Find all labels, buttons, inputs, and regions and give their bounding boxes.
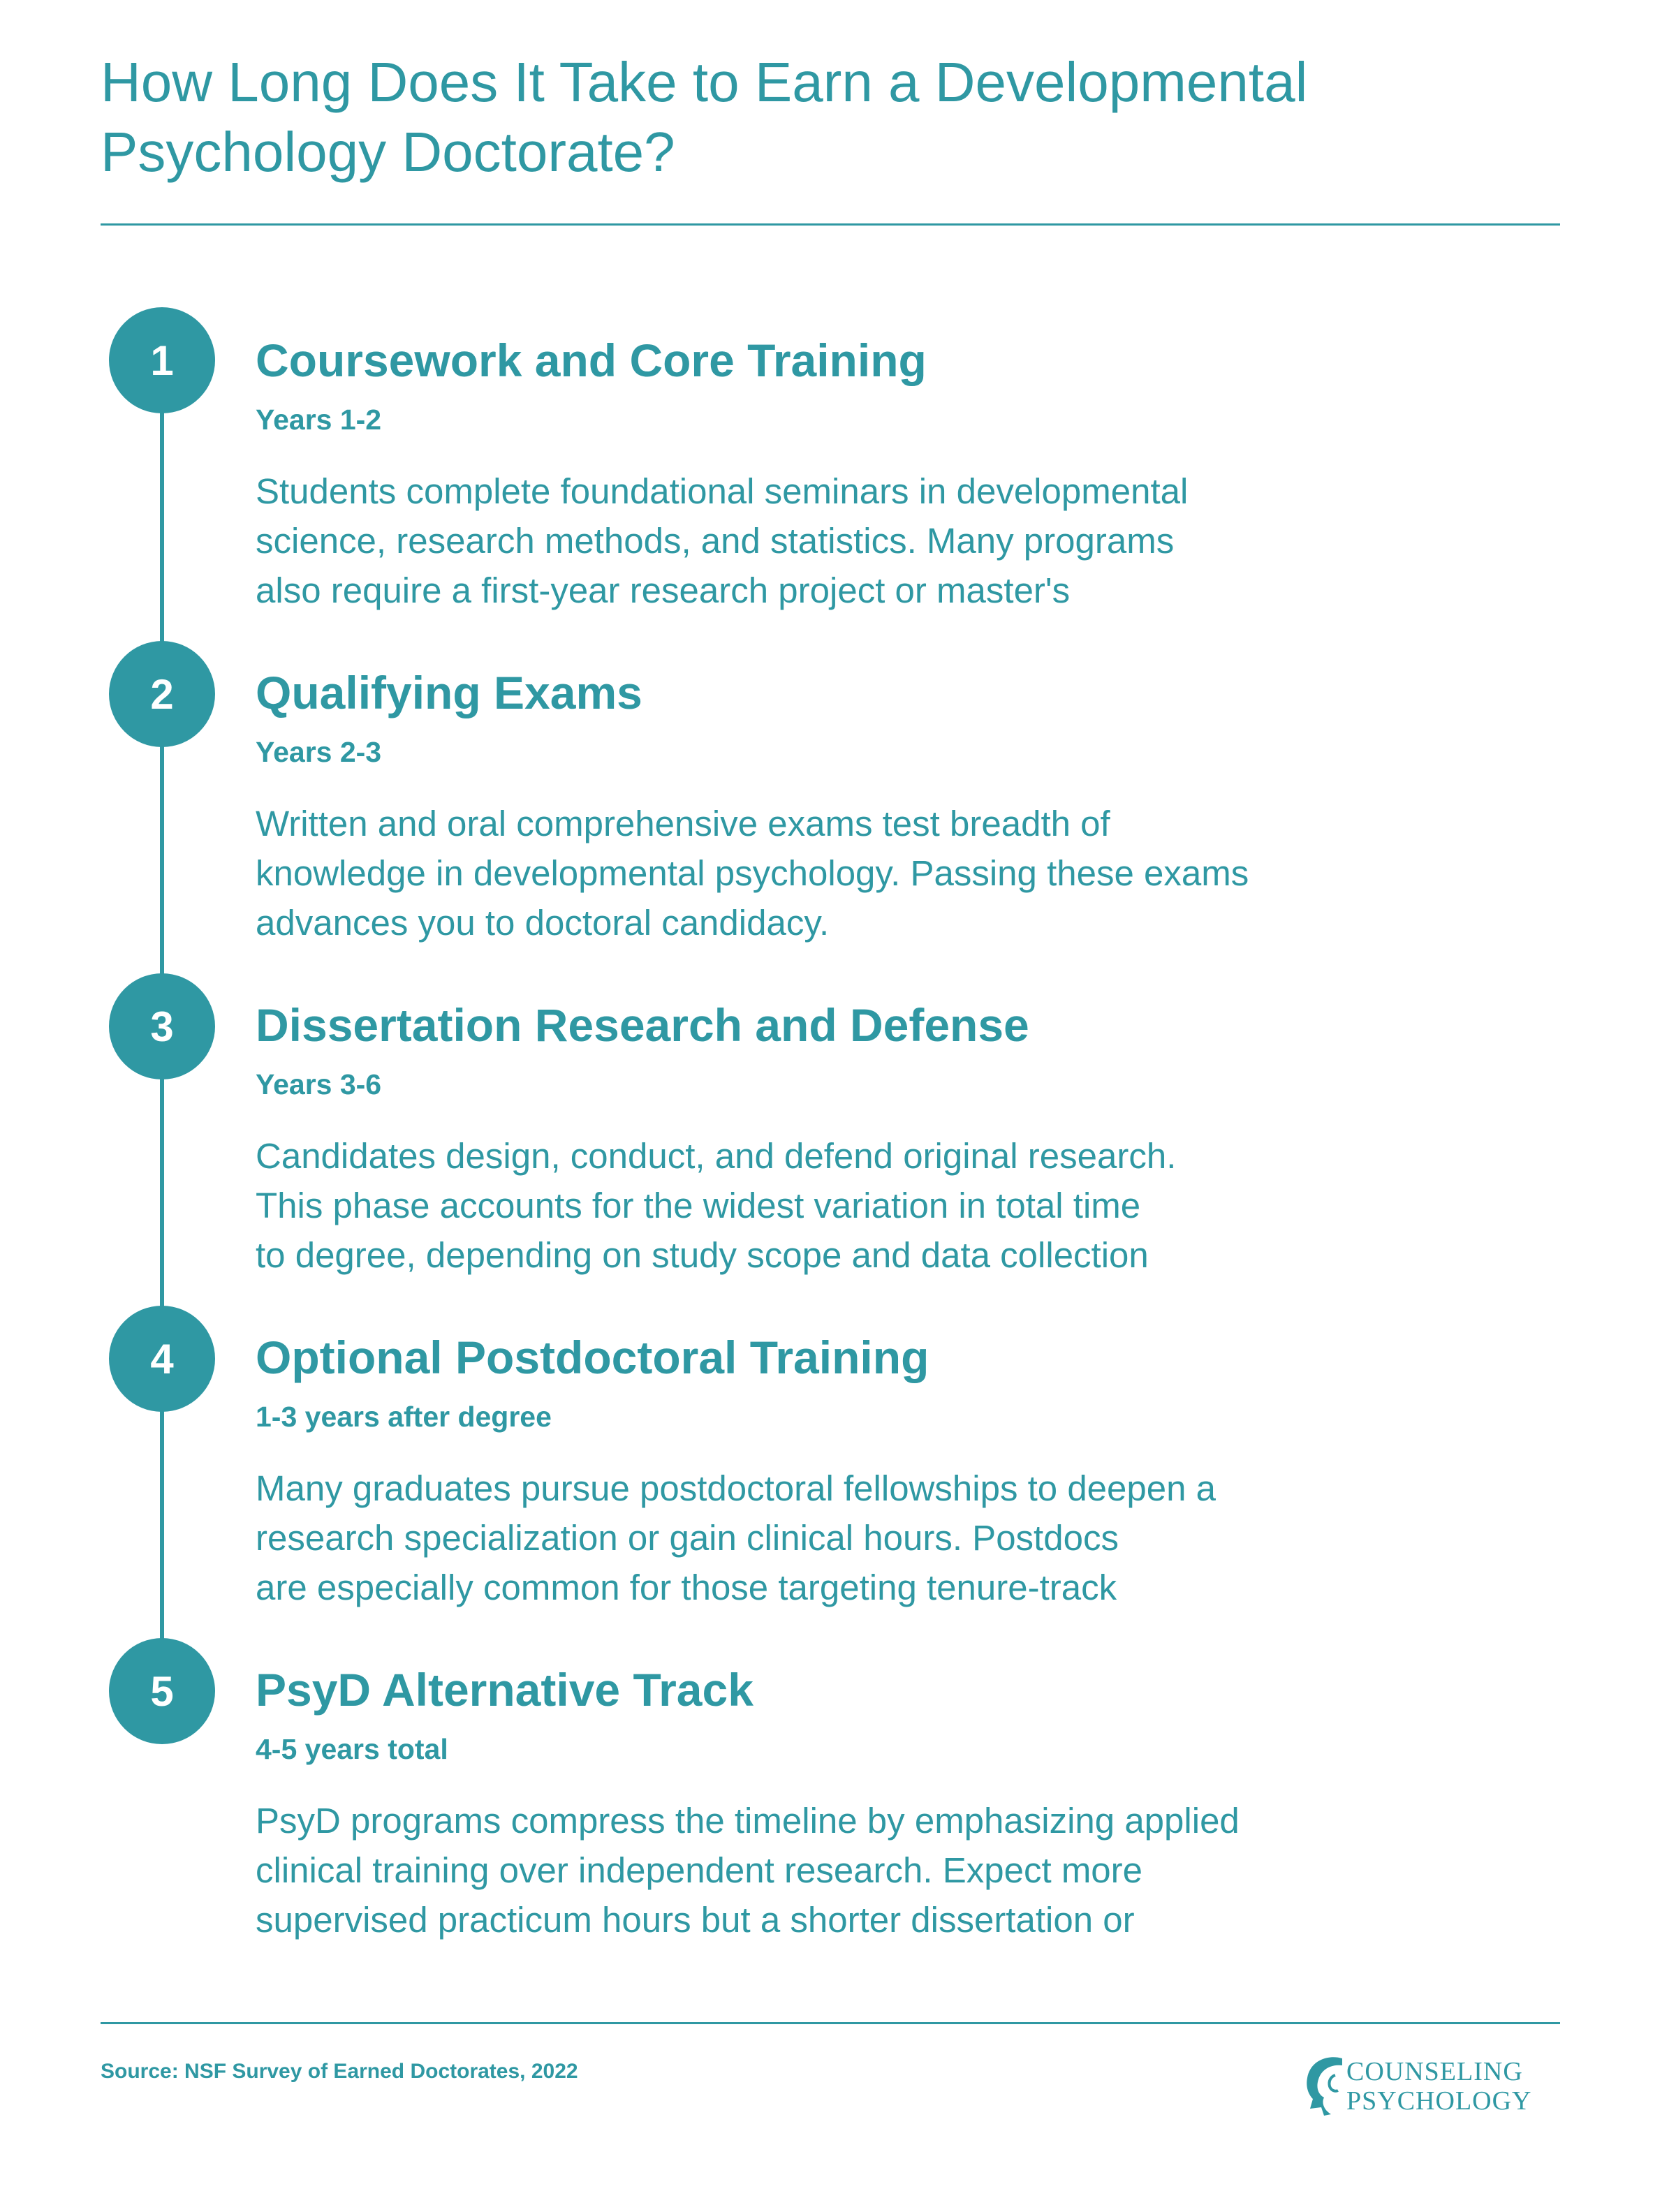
step-5-number-badge: 5 [109,1638,215,1744]
step-5-line-3: supervised practicum hours but a shorter dissertation or [256,1900,1135,1940]
step-1-line-3: also require a first-year research project or master's [256,570,1071,610]
step-3-title: Dissertation Research and Defense [256,999,1029,1051]
logo-text-counseling: COUNSELING [1346,2057,1523,2086]
source-note: Source: NSF Survey of Earned Doctorates, 2022 [101,2060,578,2083]
step-4-description [256,1463,1401,1612]
title-line-2: Psychology Doctorate? [101,121,675,183]
step-4-duration: 1-3 years after degree [256,1401,552,1433]
step-3-line-2: This phase accounts for the widest variation in total time [256,1186,1141,1225]
step-2-line-3: advances you to doctoral candidacy. [256,903,830,943]
step-1-description [256,466,1401,615]
step-5-description [256,1796,1401,1945]
step-1-line-1: Students complete foundational seminars in developmental [256,471,1189,511]
page-title [101,47,1497,187]
step-5-title: PsyD Alternative Track [256,1664,754,1716]
step-5-line-1: PsyD programs compress the timeline by emphasizing applied [256,1801,1240,1841]
step-2-line-1: Written and oral comprehensive exams test breadth of [256,804,1110,843]
step-3-line-1: Candidates design, conduct, and defend original research. [256,1136,1177,1176]
title-line-1: How Long Does It Take to Earn a Developmental [101,51,1308,113]
step-3-description [256,1131,1401,1280]
step-4-line-1: Many graduates pursue postdoctoral fellowships to deepen a [256,1468,1216,1508]
step-2-number-badge: 2 [109,641,215,747]
bottom-divider [101,2022,1560,2024]
step-3-line-3: to degree, depending on study scope and data collection [256,1235,1149,1275]
step-2-duration: Years 2-3 [256,736,382,768]
step-2-description [256,799,1401,948]
step-1-title: Coursework and Core Training [256,334,927,386]
step-1-duration: Years 1-2 [256,404,382,436]
step-1-number-badge: 1 [109,307,215,413]
top-divider [101,223,1560,226]
step-1-line-2: science, research methods, and statistics. Many programs [256,521,1175,561]
step-2-line-2: knowledge in developmental psychology. Passing these exams [256,853,1249,893]
step-2-title: Qualifying Exams [256,667,642,718]
step-3-duration: Years 3-6 [256,1068,382,1100]
step-4-title: Optional Postdoctoral Training [256,1332,929,1383]
step-4-line-2: research specialization or gain clinical hours. Postdocs [256,1518,1119,1558]
step-4-line-3: are especially common for those targeting tenure-track [256,1568,1117,1607]
step-3-number-badge: 3 [109,973,215,1079]
step-5-line-2: clinical training over independent research. Expect more [256,1850,1143,1890]
brand-logo [1298,2046,1549,2123]
head-profile-icon [1303,2054,1349,2117]
step-5-duration: 4-5 years total [256,1733,448,1765]
logo-text-psychology: PSYCHOLOGY [1346,2086,1532,2116]
step-4-number-badge: 4 [109,1306,215,1412]
